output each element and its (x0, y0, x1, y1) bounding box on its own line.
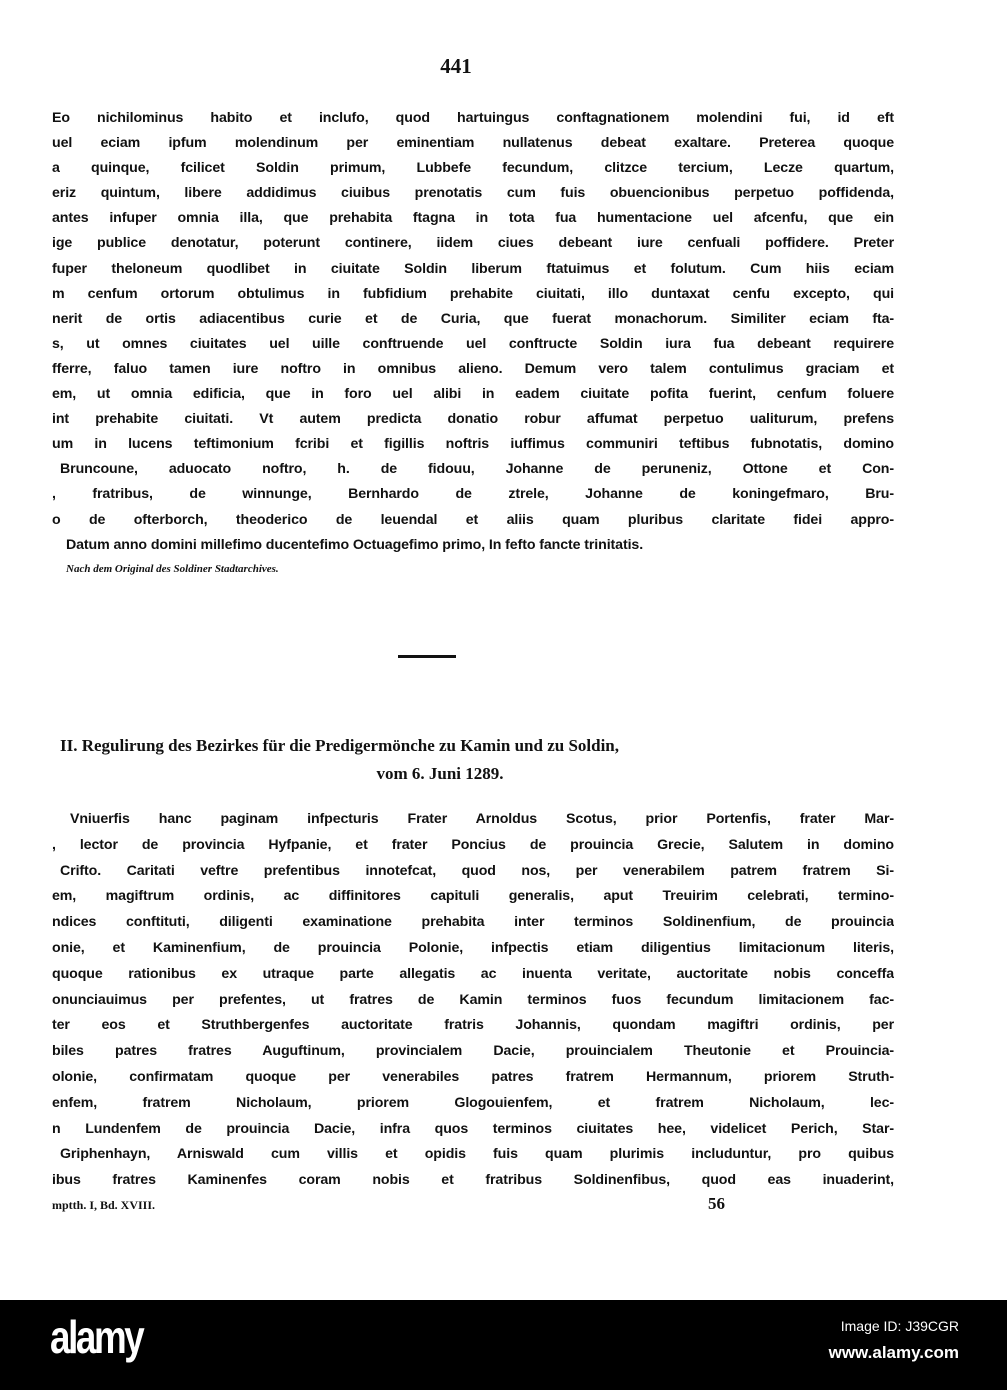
alamy-logo: alamy (50, 1311, 143, 1363)
text-line: , lector de provincia Hyfpanie, et frater Poncius de prouincia Grecie, Salutem in domino (52, 836, 894, 853)
text-line: fferre, faluo tamen iure noftro in omnibus alieno. Demum vero talem contulimus graciam et (52, 360, 894, 377)
text-line: quoque rationibus ex utraque parte allegatis ac inuenta veritate, auctoritate nobis conceffa (52, 965, 894, 982)
text-line: uel eciam ipfum molendinum per eminentiam nullatenus debeat exaltare. Preterea quoque (52, 135, 894, 152)
text-line: nerit de ortis adiacentibus curie et de Curia, que fuerat monachorum. Similiter eciam fta- (52, 310, 894, 327)
sheet-number: 56 (708, 1194, 725, 1213)
text-line: Bruncoune, aduocato noftro, h. de fidouu, Johanne de peruneniz, Ottone et Con- (60, 461, 894, 478)
text-line: antes infuper omnia illa, que prehabita ftagna in tota fua humentacione uel afcenfu, que ein (52, 210, 894, 227)
text-line: Vniuerfis hanc paginam infpecturis Frater Arnoldus Scotus, prior Portenfis, frater Mar- (70, 811, 894, 827)
text-line: ibus fratres Kaminenfes coram nobis et fratribus Soldinenfibus, quod eas inuaderint, (52, 1172, 894, 1189)
text-line: em, ut omnia edificia, que in foro uel alibi in eadem ciuitate pofita fuerint, cenfum foluere (52, 386, 894, 403)
text-line: onunciauimus per prefentes, ut fratres de Kamin terminos fuos fecundum limitacionem fac- (52, 991, 894, 1008)
section-date: vom 6. Juni 1289. (376, 764, 504, 783)
page-number: 441 (440, 54, 472, 78)
text-line: olonie, confirmatam quoque per venerabiles patres fratrem Hermannum, priorem Struth- (52, 1068, 894, 1085)
text-line: eriz quintum, libere addidimus ciuibus prenotatis cum fuis obuencionibus perpetuo poffidenda, (52, 185, 894, 202)
text-line: int prehabite ciuitati. Vt autem predicta donatio robur affumat perpetuo ualiturum, prefens (52, 411, 894, 428)
text-line: ter eos et Struthbergenfes auctoritate fratris Johannis, quondam magiftri ordinis, per (52, 1017, 894, 1034)
text-line: em, magiftrum ordinis, ac diffinitores capituli generalis, aput Treuirim celebrati, termino- (52, 888, 894, 905)
text-line: s, ut omnes ciuitates uel uille conftruende uel conftructe Soldin iura fua debeant requirere (52, 335, 894, 352)
text-line: , fratribus, de winnunge, Bernhardo de ztrele, Johanne de koningefmaro, Bru- (52, 486, 894, 503)
text-line: onie, et Kaminenfium, de prouincia Polonie, infpectis etiam diligentius limitacionum literis, (52, 939, 894, 956)
text-line: n Lundenfem de prouincia Dacie, infra quos terminos ciuitates hee, videlicet Perich, Star- (52, 1120, 894, 1137)
text-line: a quinque, fcilicet Soldin primum, Lubbefe fecundum, clitzce tercium, Lecze quartum, (52, 160, 894, 177)
text-line: fuper theloneum quodlibet in ciuitate Soldin liberum ftatuimus et folutum. Cum hiis eciam (52, 260, 894, 277)
text-line: m cenfum ortorum obtulimus in fubfidium prehabite ciuitati, illo duntaxat cenfu excepto, qui (52, 285, 894, 302)
source-note: Nach dem Original des Soldiner Stadtarchives. (66, 563, 279, 575)
text-line: biles patres fratres Auguftinum, provincialem Dacie, prouincialem Theutonie et Prouincia- (52, 1043, 894, 1060)
text-line: Crifto. Caritati veftre prefentibus innotefcat, quod nos, per venerabilem patrem fratrem Si- (60, 862, 894, 879)
section-heading: II. Regulirung des Bezirkes für die Predigermönche zu Kamin und zu Soldin, (60, 736, 619, 755)
charter-1-text (52, 106, 894, 558)
text-line: enfem, fratrem Nicholaum, priorem Glogouienfem, et fratrem Nicholaum, lec- (52, 1094, 894, 1111)
signature-mark: mptth. I, Bd. XVIII. (52, 1198, 156, 1212)
text-line: Datum anno domini millefimo ducentefimo Octuagefimo primo, In fefto fancte trinitatis. (66, 536, 644, 553)
text-line: ndices conftituti, diligenti examinatione prehabita inter terminos Soldinenfium, de prouincia (52, 914, 894, 931)
section-divider (398, 655, 456, 658)
watermark-url: www.alamy.com (828, 1343, 959, 1362)
text-line: Griphenhayn, Arniswald cum villis et opidis fuis quam plurimis includuntur, pro quibus (60, 1146, 894, 1163)
text-line: o de ofterborch, theoderico de leuendal et aliis quam pluribus claritate fidei appro- (52, 511, 894, 528)
watermark-bar (0, 1300, 1007, 1390)
text-line: um in lucens teftimonium fcribi et figillis noftris iuffimus communiri teftibus fubnotatis, domino (52, 436, 894, 453)
text-line: ige publice denotatur, poterunt continere, iidem ciues debeant iure cenfuali poffidere. Preter (52, 235, 894, 252)
text-line: Eo nichilominus habito et inclufo, quod hartuingus conftagnationem molendini fui, id eft (52, 110, 894, 126)
image-id: Image ID: J39CGR (840, 1318, 959, 1334)
charter-2-text (52, 807, 894, 1194)
